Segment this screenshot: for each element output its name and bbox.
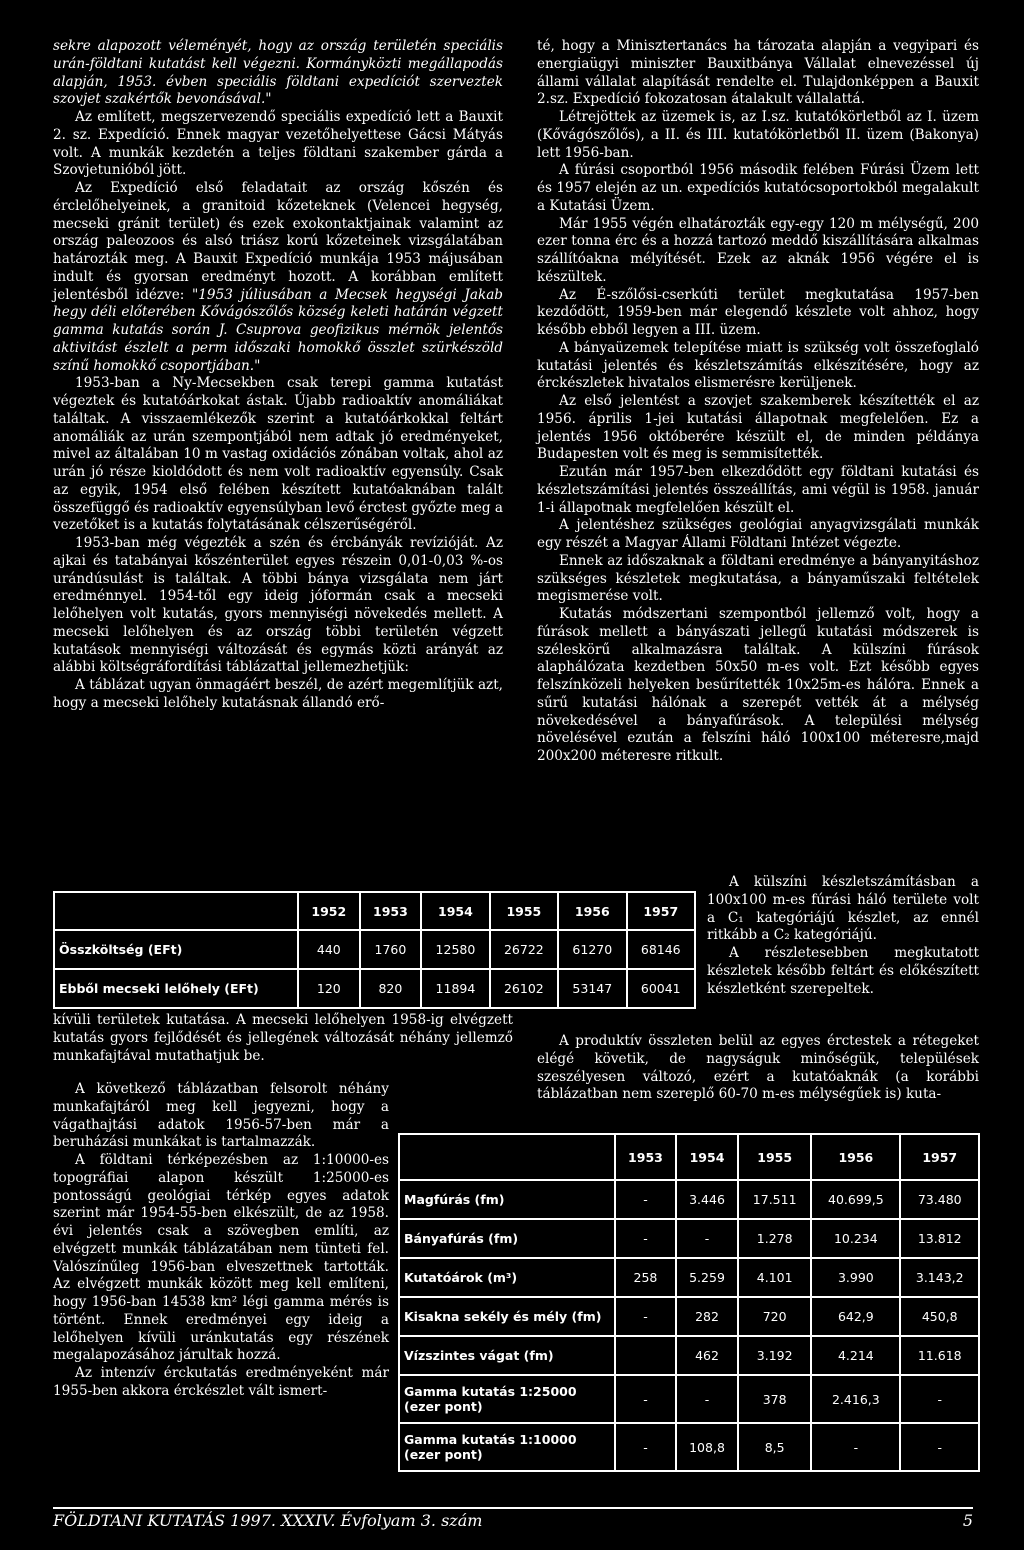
row-label: Magfúrás (fm): [399, 1180, 615, 1219]
table-cell: -: [900, 1375, 979, 1423]
table-cell: 642,9: [811, 1297, 900, 1336]
paragraph: Létrejöttek az üzemek is, az I.sz. kutatókörletből az I. üzem (Kővágószőlős), a II. és III. kutatókörletből II. üzem (Bakonya) lett 1956-ban.: [537, 109, 979, 161]
table-cell: 4.101: [738, 1258, 811, 1297]
table-cell: 120: [298, 969, 360, 1008]
year-header: 1955: [738, 1134, 811, 1180]
table-cell: 73.480: [900, 1180, 979, 1219]
year-header: 1954: [421, 892, 489, 930]
table-corner-cell: [399, 1134, 615, 1180]
paragraph: 1953-ban a Ny-Mecsekben csak terepi gamma kutatást végeztek és kutatóárkokat ástak. Újabb radioaktív anomáliákat találtak. A visszaemlékezők szerint a kutatóárkokkal feltárt anomáliák az urán szempontjából nem adtak jó eredményeket, mivel az általában 10 m vastag oxidációs zónában voltak, ahol az urán jó része kioldódott és nem volt radioaktív egyensúly. Csak az egyik, 1954 első felében készített kutatóaknában talált összefüggő és radioaktív egyensúlyban levő érctest győzte meg a vezetőket is a kutatás folytatásának célszerűségéről.: [53, 375, 503, 534]
left-column: [53, 38, 503, 713]
table-cell: 3.990: [811, 1258, 900, 1297]
table-cell: 720: [738, 1297, 811, 1336]
page-footer: [53, 1507, 973, 1533]
right-column: [537, 38, 979, 766]
table-cell: -: [615, 1219, 676, 1258]
paragraph: [53, 180, 503, 375]
table-row: [399, 1336, 979, 1375]
table-cell: -: [615, 1297, 676, 1336]
table-row: [399, 1375, 979, 1423]
table-cell: -: [615, 1423, 676, 1471]
table-cell: -: [676, 1219, 738, 1258]
table-corner-cell: [54, 892, 298, 930]
page-number: 5: [962, 1511, 973, 1530]
year-header: 1952: [298, 892, 360, 930]
paragraph: A táblázat ugyan önmagáért beszél, de azért megemlítjük azt, hogy a mecseki lelőhely kutatásnak állandó erő-: [53, 677, 503, 711]
paragraph-text: Az Expedíció első feladatait az ország kőszén és érclelőhelyeinek, a granitoid kőzeteknek (Velencei hegység, mecseki gránit terület) és ezek exokontaktjainak valamint az ország paleozoos és alsó triász korú kőzeteinek vizsgálatában határozták meg. A Bauxit Expedíció munkája 1953 májusában indult és gyorsan eredményt hozott. A korábban említett jelentésből idézve:: [53, 180, 503, 303]
paragraph: 1953-ban még végezték a szén és ércbányák revízióját. Az ajkai és tatabányai kőszénterület egyes részein 0,01-0,03 %-os urándúsulást is találtak. A többi bánya vizsgálata nem járt eredménnyel. 1954-től egy ideig jóformán csak a mecseki lelőhelyen volt kutatás, gyors mennyiségi növekedés mellett. A mecseki lelőhelyen és az ország többi területén végzett kutatások mennyiségi változását és egymás közti arányát az alábbi költségráfordítási táblázattal jellemezhetjük:: [53, 535, 503, 676]
paragraph: A jelentéshez szükséges geológiai anyagvizsgálati munkák egy részét a Magyar Állami Földtani Intézet végezte.: [537, 517, 979, 551]
cost-table: [53, 891, 696, 1009]
right-column-continued: [537, 1033, 979, 1104]
paragraph: A következő táblázatban felsorolt néhány munkafajtáról meg kell jegyezni, hogy a vágathajtási adatok 1956-57-ben már a beruházási munkákat is tartalmazzák.: [53, 1081, 389, 1151]
table-row: [399, 1423, 979, 1471]
paragraph: Ezután már 1957-ben elkezdődött egy földtani kutatási és készletszámítási jelentés összeállítás, ami végül is 1958. január 1-i állapotnak megfelelően készült el.: [537, 464, 979, 516]
paragraph: A földtani térképezésben az 1:10000-es topográfiai alapon készült 1:25000-es pontosságú geológiai térkép egyes adatok szerint már 1954-55-ben elkészült, de az 1958. évi jelentés csak a szövegben említi, az elvégzett munkák táblázatában nem tünteti fel. Valószínűleg 1956-ban elveszettnek tartották. Az elvégzett munkák között meg kell említeni, hogy 1956-ban 14538 km² légi gamma mérés is történt. Ennek eredményei egy ideig a lelőhelyen kívüli uránkutatás egy részének megalapozásához járultak hozzá.: [53, 1152, 389, 1364]
table-cell: 3.192: [738, 1336, 811, 1375]
table-cell: 10.234: [811, 1219, 900, 1258]
table-cell: 11.618: [900, 1336, 979, 1375]
table-cell: [615, 1336, 676, 1375]
paragraph: Kutatás módszertani szempontból jellemző volt, hogy a fúrások mellett a bányászati jellegű kutatási módszerek is széleskörű alkalmazásra találtak. A külszíni fúrások alaphálózata kezdetben 50x50 m-es volt. Ezt később egyes felszínközeli helyeken besűrítették 10x25m-es hálóra. Ennek a sűrű kutatási hálónak a szerepét vették át a mélység növekedésével a bányafúrások. A települési mélység növelésével ezután a felszíni háló 100x100 méteresre,majd 200x200 méteresre ritkult.: [537, 606, 979, 764]
row-label: Kisakna sekély és mély (fm): [399, 1297, 615, 1336]
table-cell: 68146: [627, 930, 695, 969]
year-header: 1953: [360, 892, 422, 930]
table-cell: 282: [676, 1297, 738, 1336]
table-cell: 53147: [558, 969, 626, 1008]
row-label: Ebből mecseki lelőhely (EFt): [54, 969, 298, 1008]
table-cell: -: [900, 1423, 979, 1471]
paragraph: A bányaüzemek telepítése miatt is szükség volt összefoglaló kutatási jelentés és készletszámítás elkészítésére, hogy az érckészletek hivatalos elismerésre kerüljenek.: [537, 339, 979, 392]
table-cell: -: [676, 1375, 738, 1423]
year-header: 1953: [615, 1134, 676, 1180]
table-cell: 61270: [558, 930, 626, 969]
table-cell: 1760: [360, 930, 422, 969]
paragraph: té, hogy a Minisztertanács ha tározata alapján a vegyipari és energiaügyi miniszter Bauxitbánya Vállalat elnevezéssel új állami vállalat alapítását rendelte el. Tulajdonképpen a Bauxit 2.sz. Expedíció fokozatosan átalakult vállalattá.: [537, 38, 979, 108]
table-cell: 60041: [627, 969, 695, 1008]
year-header: 1956: [558, 892, 626, 930]
right-column-narrow: [707, 874, 979, 998]
year-header: 1957: [627, 892, 695, 930]
paragraph: A részletesebben megkutatott készletek később feltárt és előkészített készletként szerepeltek.: [707, 945, 979, 997]
table-cell: 5.259: [676, 1258, 738, 1297]
bottom-left-column: [53, 1012, 513, 1065]
paragraph: Ennek az időszaknak a földtani eredménye a bányanyitáshoz szükséges készletek megkutatása, a bányaműszaki feltételek megismerése volt.: [537, 552, 979, 605]
paragraph: Az említett, megszervezendő speciális expedíció lett a Bauxit 2. sz. Expedíció. Ennek magyar vezetőhelyettese Gácsi Mátyás volt. A munkák kezdetén a teljes földtani szakember gárda a Szovjetunióból jött.: [53, 109, 503, 179]
table-cell: 13.812: [900, 1219, 979, 1258]
paragraph: Az első jelentést a szovjet szakemberek készítették el az 1956. április 1-jei kutatási állapotnak megfelelően. Ez a jelentés 1956 októberére készült el, de minden példánya Budapesten volt és meg is semmisítették.: [537, 393, 979, 463]
table-cell: -: [615, 1180, 676, 1219]
table-cell: -: [615, 1375, 676, 1423]
table-row: [399, 1180, 979, 1219]
row-label: Gamma kutatás 1:25000 (ezer pont): [399, 1375, 615, 1423]
table-row: [399, 1258, 979, 1297]
quote-text: "1953 júliusában a Mecsek hegységi Jakab hegy déli előterében Kővágószőlős község keleti határán végzett gamma kutatás során J. Csuprova geofizikus mérnök jelentős aktivitást észlelt a perm időszaki homokkő összlet szürkészöld színű homokkő csoportjában.": [53, 286, 504, 374]
row-label: Kutatóárok (m³): [399, 1258, 615, 1297]
paragraph: A fúrási csoportból 1956 második felében Fúrási Üzem lett és 1957 elején az un. expedíciós kutatócsoportokból megalakult a Kutatási Üzem.: [537, 162, 979, 214]
table-cell: 1.278: [738, 1219, 811, 1258]
table-cell: 2.416,3: [811, 1375, 900, 1423]
table-cell: 3.143,2: [900, 1258, 979, 1297]
table-cell: 440: [298, 930, 360, 969]
bottom-left-narrow-column: [53, 1081, 389, 1401]
paragraph: A produktív összleten belül az egyes érctestek a rétegeket elégé követik, de nagyságuk minőségük, települések szeszélyesen változó, ezért a kutatóaknák (a korábbi táblázatban nem szereplő 60-70 m-es mélységűek is) kuta-: [537, 1033, 979, 1103]
work-table: [398, 1133, 980, 1472]
table-cell: 11894: [421, 969, 489, 1008]
table-cell: 4.214: [811, 1336, 900, 1375]
table-header-row: [54, 892, 695, 930]
table-cell: 8,5: [738, 1423, 811, 1471]
row-label: Bányafúrás (fm): [399, 1219, 615, 1258]
table-cell: 3.446: [676, 1180, 738, 1219]
table-row: [54, 930, 695, 969]
year-header: 1956: [811, 1134, 900, 1180]
year-header: 1955: [490, 892, 558, 930]
table-cell: 820: [360, 969, 422, 1008]
table-header-row: [399, 1134, 979, 1180]
row-label: Gamma kutatás 1:10000 (ezer pont): [399, 1423, 615, 1471]
table-row: [399, 1219, 979, 1258]
table-cell: 378: [738, 1375, 811, 1423]
table-cell: -: [811, 1423, 900, 1471]
table-row: [54, 969, 695, 1008]
paragraph: kívüli területek kutatása. A mecseki lelőhelyen 1958-ig elvégzett kutatás gyors fejlődését és jellegének változását néhány jellemző munkafajtával mutathatjuk be.: [53, 1012, 513, 1064]
journal-title: FÖLDTANI KUTATÁS 1997. XXXIV. Évfolyam 3. szám: [53, 1511, 483, 1530]
table-cell: 17.511: [738, 1180, 811, 1219]
paragraph: sekre alapozott véleményét, hogy az ország területén speciális urán-földtani kutatást kell végezni. Kormányközti megállapodás alapján, 1953. évben speciális földtani expedíciót szerveztek szovjet szakértők bevonásával.": [53, 38, 503, 108]
table-cell: 258: [615, 1258, 676, 1297]
table-cell: 462: [676, 1336, 738, 1375]
paragraph: Az É-szőlősi-cserkúti terület megkutatása 1957-ben kezdődött, 1959-ben már elegendő készlete volt ahhoz, hogy később ebből legyen a III. üzem.: [537, 286, 979, 338]
table-cell: 12580: [421, 930, 489, 969]
table-row: [399, 1297, 979, 1336]
table-cell: 450,8: [900, 1297, 979, 1336]
table-cell: 108,8: [676, 1423, 738, 1471]
table-cell: 26102: [490, 969, 558, 1008]
table-cell: 26722: [490, 930, 558, 969]
paragraph: Az intenzív érckutatás eredményeként már 1955-ben akkora érckészlet vált ismert-: [53, 1365, 389, 1399]
year-header: 1954: [676, 1134, 738, 1180]
table-cell: 40.699,5: [811, 1180, 900, 1219]
year-header: 1957: [900, 1134, 979, 1180]
paragraph: Már 1955 végén elhatározták egy-egy 120 m mélységű, 200 ezer tonna érc és a hozzá tartozó meddő kiszállítására alkalmas szállítóakna mélyítését. Ezek az aknák 1956 végére el is készültek.: [537, 215, 979, 285]
row-label: Összköltség (EFt): [54, 930, 298, 969]
paragraph: A külszíni készletszámításban a 100x100 m-es fúrási háló területe volt a C₁ kategóriájú készlet, az ennél ritkább a C₂ kategóriájú.: [707, 874, 979, 944]
row-label: Vízszintes vágat (fm): [399, 1336, 615, 1375]
